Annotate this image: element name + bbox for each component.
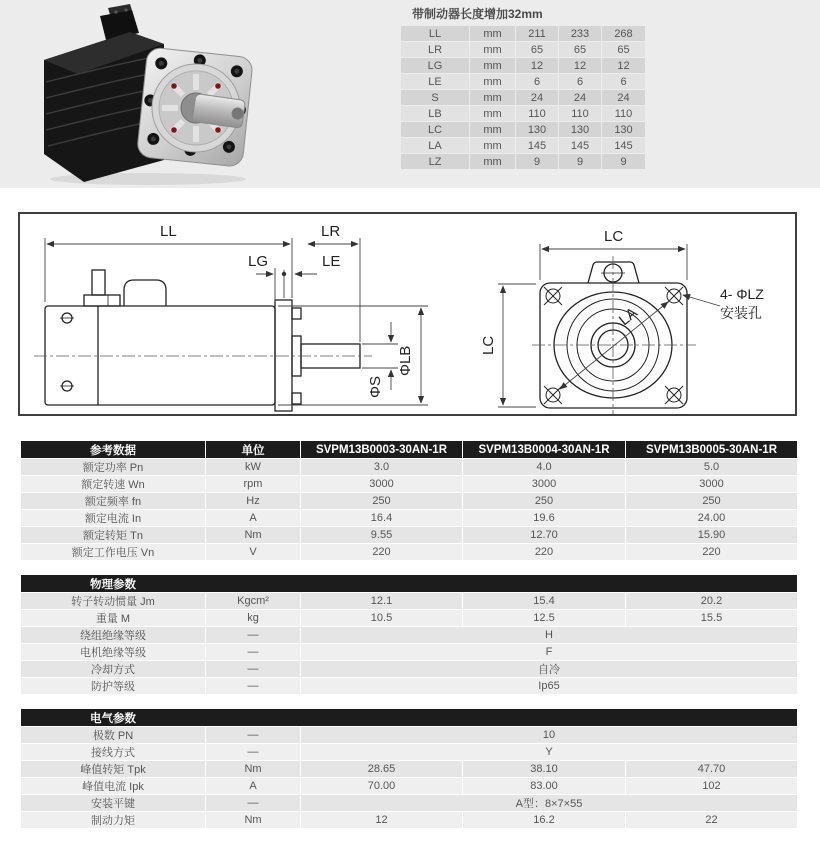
label-lc-left: LC [480, 335, 497, 355]
value-cell: 15.90 [626, 527, 797, 543]
value-cell-span: Y [301, 744, 797, 760]
unit-cell: — [206, 661, 300, 677]
dim-value-cell: 65 [559, 42, 601, 57]
dimension-table [400, 25, 646, 170]
spec-row [21, 476, 797, 492]
param-name-cell: 额定电流 In [21, 510, 205, 526]
side-labels [160, 223, 414, 398]
unit-cell: A [206, 778, 300, 794]
spec-row [21, 812, 797, 828]
spec-table-reference-data [20, 440, 798, 561]
front-view [540, 262, 687, 408]
dim-value-cell: 130 [602, 122, 645, 137]
dim-value-cell: 24 [602, 90, 645, 105]
dim-value-cell: 268 [602, 26, 645, 41]
dim-row [401, 42, 645, 57]
dim-row [401, 154, 645, 169]
value-cell: 15.5 [626, 610, 797, 626]
dim-unit-cell: mm [470, 58, 515, 73]
param-name-cell: 额定频率 fn [21, 493, 205, 509]
dim-unit-cell: mm [470, 106, 515, 121]
value-cell: 4.0 [463, 459, 625, 475]
param-name-cell: 绕组绝缘等级 [21, 627, 205, 643]
dim-value-cell: 24 [516, 90, 558, 105]
dim-value-cell: 110 [602, 106, 645, 121]
value-cell: 3000 [301, 476, 462, 492]
param-name-cell: 安装平键 [21, 795, 205, 811]
spec-title-cell: 参考数据 [21, 441, 205, 458]
dim-value-cell: 12 [516, 58, 558, 73]
dim-value-cell: 145 [516, 138, 558, 153]
dim-value-cell: 145 [602, 138, 645, 153]
spec-title-text: 电气参数 [90, 712, 136, 725]
param-name-cell: 峰值电流 Ipk [21, 778, 205, 794]
unit-cell: — [206, 678, 300, 694]
value-cell: 83.00 [463, 778, 625, 794]
label-lr: LR [321, 223, 341, 240]
unit-cell: — [206, 795, 300, 811]
value-cell: 5.0 [626, 459, 797, 475]
front-labels [480, 228, 764, 355]
dim-unit-cell: mm [470, 42, 515, 57]
param-name-cell: 重量 M [21, 610, 205, 626]
spec-row [21, 644, 797, 660]
dim-name-cell: LZ [401, 154, 469, 169]
top-band [0, 0, 820, 188]
value-cell: 16.2 [463, 812, 625, 828]
value-cell: 47.70 [626, 761, 797, 777]
value-cell-span: 自冷 [301, 661, 797, 677]
spec-table-electrical-params [20, 708, 798, 829]
dim-value-cell: 12 [559, 58, 601, 73]
unit-cell: — [206, 627, 300, 643]
param-name-cell: 额定功率 Pn [21, 459, 205, 475]
value-cell: 220 [626, 544, 797, 560]
value-cell: 9.55 [301, 527, 462, 543]
param-name-cell: 峰值转矩 Tpk [21, 761, 205, 777]
dimension-table-body [401, 26, 645, 169]
value-cell: 102 [626, 778, 797, 794]
dim-value-cell: 110 [559, 106, 601, 121]
value-cell: 16.4 [301, 510, 462, 526]
dim-unit-cell: mm [470, 90, 515, 105]
param-name-cell: 制动力矩 [21, 812, 205, 828]
unit-cell: Nm [206, 527, 300, 543]
dim-value-cell: 130 [516, 122, 558, 137]
label-le: LE [322, 253, 341, 270]
dim-name-cell: S [401, 90, 469, 105]
dim-name-cell: LE [401, 74, 469, 89]
motor-photo [26, 2, 266, 193]
param-name-cell: 冷却方式 [21, 661, 205, 677]
spec-row [21, 744, 797, 760]
dim-value-cell: 233 [559, 26, 601, 41]
spec-row [21, 610, 797, 626]
unit-cell: Hz [206, 493, 300, 509]
dim-unit-cell: mm [470, 122, 515, 137]
dim-row [401, 106, 645, 121]
value-cell: 3.0 [301, 459, 462, 475]
unit-cell: V [206, 544, 300, 560]
spec-row [21, 527, 797, 543]
motor-photo-illustration [26, 2, 266, 188]
value-cell: 38.10 [463, 761, 625, 777]
value-cell: 22 [626, 812, 797, 828]
value-cell: 24.00 [626, 510, 797, 526]
value-cell: 20.2 [626, 593, 797, 609]
value-cell: 220 [463, 544, 625, 560]
value-cell: 15.4 [463, 593, 625, 609]
unit-cell: — [206, 744, 300, 760]
spec-row [21, 761, 797, 777]
spec-title-cell [21, 709, 797, 726]
dim-value-cell: 130 [559, 122, 601, 137]
param-name-cell: 极数 PN [21, 727, 205, 743]
label-phi-s: ΦS [367, 376, 384, 398]
value-cell: 10.5 [301, 610, 462, 626]
spec-row [21, 678, 797, 694]
dim-value-cell: 65 [602, 42, 645, 57]
dim-name-cell: LB [401, 106, 469, 121]
value-cell: 250 [301, 493, 462, 509]
param-name-cell: 额定工作电压 Vn [21, 544, 205, 560]
value-cell: 250 [463, 493, 625, 509]
spec-unit-header-cell: 单位 [206, 441, 300, 458]
label-la: LA [615, 304, 641, 330]
value-cell: 12.70 [463, 527, 625, 543]
dim-value-cell: 211 [516, 26, 558, 41]
dim-row [401, 122, 645, 137]
dim-value-cell: 6 [602, 74, 645, 89]
dim-value-cell: 24 [559, 90, 601, 105]
value-cell: 19.6 [463, 510, 625, 526]
spec-header-row [21, 709, 797, 726]
spec-table-physical-params [20, 574, 798, 695]
value-cell: 3000 [463, 476, 625, 492]
dim-value-cell: 9 [602, 154, 645, 169]
dimension-drawing [20, 214, 795, 414]
dim-unit-cell: mm [470, 26, 515, 41]
value-cell-span: F [301, 644, 797, 660]
value-cell-span: H [301, 627, 797, 643]
unit-cell: — [206, 644, 300, 660]
spec-row [21, 727, 797, 743]
unit-cell: Nm [206, 812, 300, 828]
dim-value-cell: 9 [516, 154, 558, 169]
param-name-cell: 转子转动惯量 Jm [21, 593, 205, 609]
dim-row [401, 138, 645, 153]
value-cell: 12.5 [463, 610, 625, 626]
value-cell: 12 [301, 812, 462, 828]
spec-model-header-cell: SVPM13B0004-30AN-1R [463, 441, 625, 458]
spec-row [21, 795, 797, 811]
value-cell-span: 10 [301, 727, 797, 743]
dim-row [401, 90, 645, 105]
value-cell-span: Ip65 [301, 678, 797, 694]
dim-row [401, 26, 645, 41]
label-ll: LL [160, 223, 177, 240]
spec-model-header-cell: SVPM13B0003-30AN-1R [301, 441, 462, 458]
label-mount-holes-1: 4- ΦLZ [720, 286, 764, 302]
value-cell: 250 [626, 493, 797, 509]
spec-row [21, 778, 797, 794]
value-cell: 70.00 [301, 778, 462, 794]
label-phi-lb: ΦLB [397, 345, 414, 376]
spec-header-row [21, 575, 797, 592]
dim-value-cell: 6 [559, 74, 601, 89]
dim-value-cell: 6 [516, 74, 558, 89]
dim-value-cell: 65 [516, 42, 558, 57]
technical-drawing-box [18, 212, 797, 416]
value-cell: 3000 [626, 476, 797, 492]
unit-cell: Nm [206, 761, 300, 777]
spec-title-cell [21, 575, 797, 592]
value-cell-span: A型：8×7×55 [301, 795, 797, 811]
dim-row [401, 74, 645, 89]
unit-cell: — [206, 727, 300, 743]
spec-model-header-cell: SVPM13B0005-30AN-1R [626, 441, 797, 458]
spec-row [21, 627, 797, 643]
spec-row [21, 661, 797, 677]
label-lg: LG [248, 253, 269, 270]
side-view [45, 270, 360, 411]
unit-cell: kW [206, 459, 300, 475]
dim-name-cell: LR [401, 42, 469, 57]
unit-cell: Kgcm² [206, 593, 300, 609]
spec-title-text: 物理参数 [90, 578, 136, 591]
param-name-cell: 额定转矩 Tn [21, 527, 205, 543]
param-name-cell: 额定转速 Wn [21, 476, 205, 492]
unit-cell: rpm [206, 476, 300, 492]
dim-name-cell: LC [401, 122, 469, 137]
unit-cell: kg [206, 610, 300, 626]
spec-row [21, 510, 797, 526]
label-lc-top: LC [604, 228, 624, 245]
spec-row [21, 593, 797, 609]
spec-row [21, 459, 797, 475]
spec-header-row [21, 441, 797, 458]
dim-row [401, 58, 645, 73]
param-name-cell: 电机绝缘等级 [21, 644, 205, 660]
param-name-cell: 防护等级 [21, 678, 205, 694]
dim-value-cell: 9 [559, 154, 601, 169]
dim-unit-cell: mm [470, 74, 515, 89]
value-cell: 28.65 [301, 761, 462, 777]
dim-value-cell: 145 [559, 138, 601, 153]
dim-name-cell: LA [401, 138, 469, 153]
dim-value-cell: 110 [516, 106, 558, 121]
spec-row [21, 493, 797, 509]
dimension-block [400, 5, 646, 170]
value-cell: 220 [301, 544, 462, 560]
unit-cell: A [206, 510, 300, 526]
dim-name-cell: LG [401, 58, 469, 73]
dim-unit-cell: mm [470, 154, 515, 169]
value-cell: 12.1 [301, 593, 462, 609]
dim-unit-cell: mm [470, 138, 515, 153]
spec-row [21, 544, 797, 560]
param-name-cell: 接线方式 [21, 744, 205, 760]
dim-name-cell: LL [401, 26, 469, 41]
label-mount-holes-2: 安装孔 [720, 305, 762, 321]
brake-note: 带制动器长度增加32mm [412, 7, 543, 21]
dim-value-cell: 12 [602, 58, 645, 73]
